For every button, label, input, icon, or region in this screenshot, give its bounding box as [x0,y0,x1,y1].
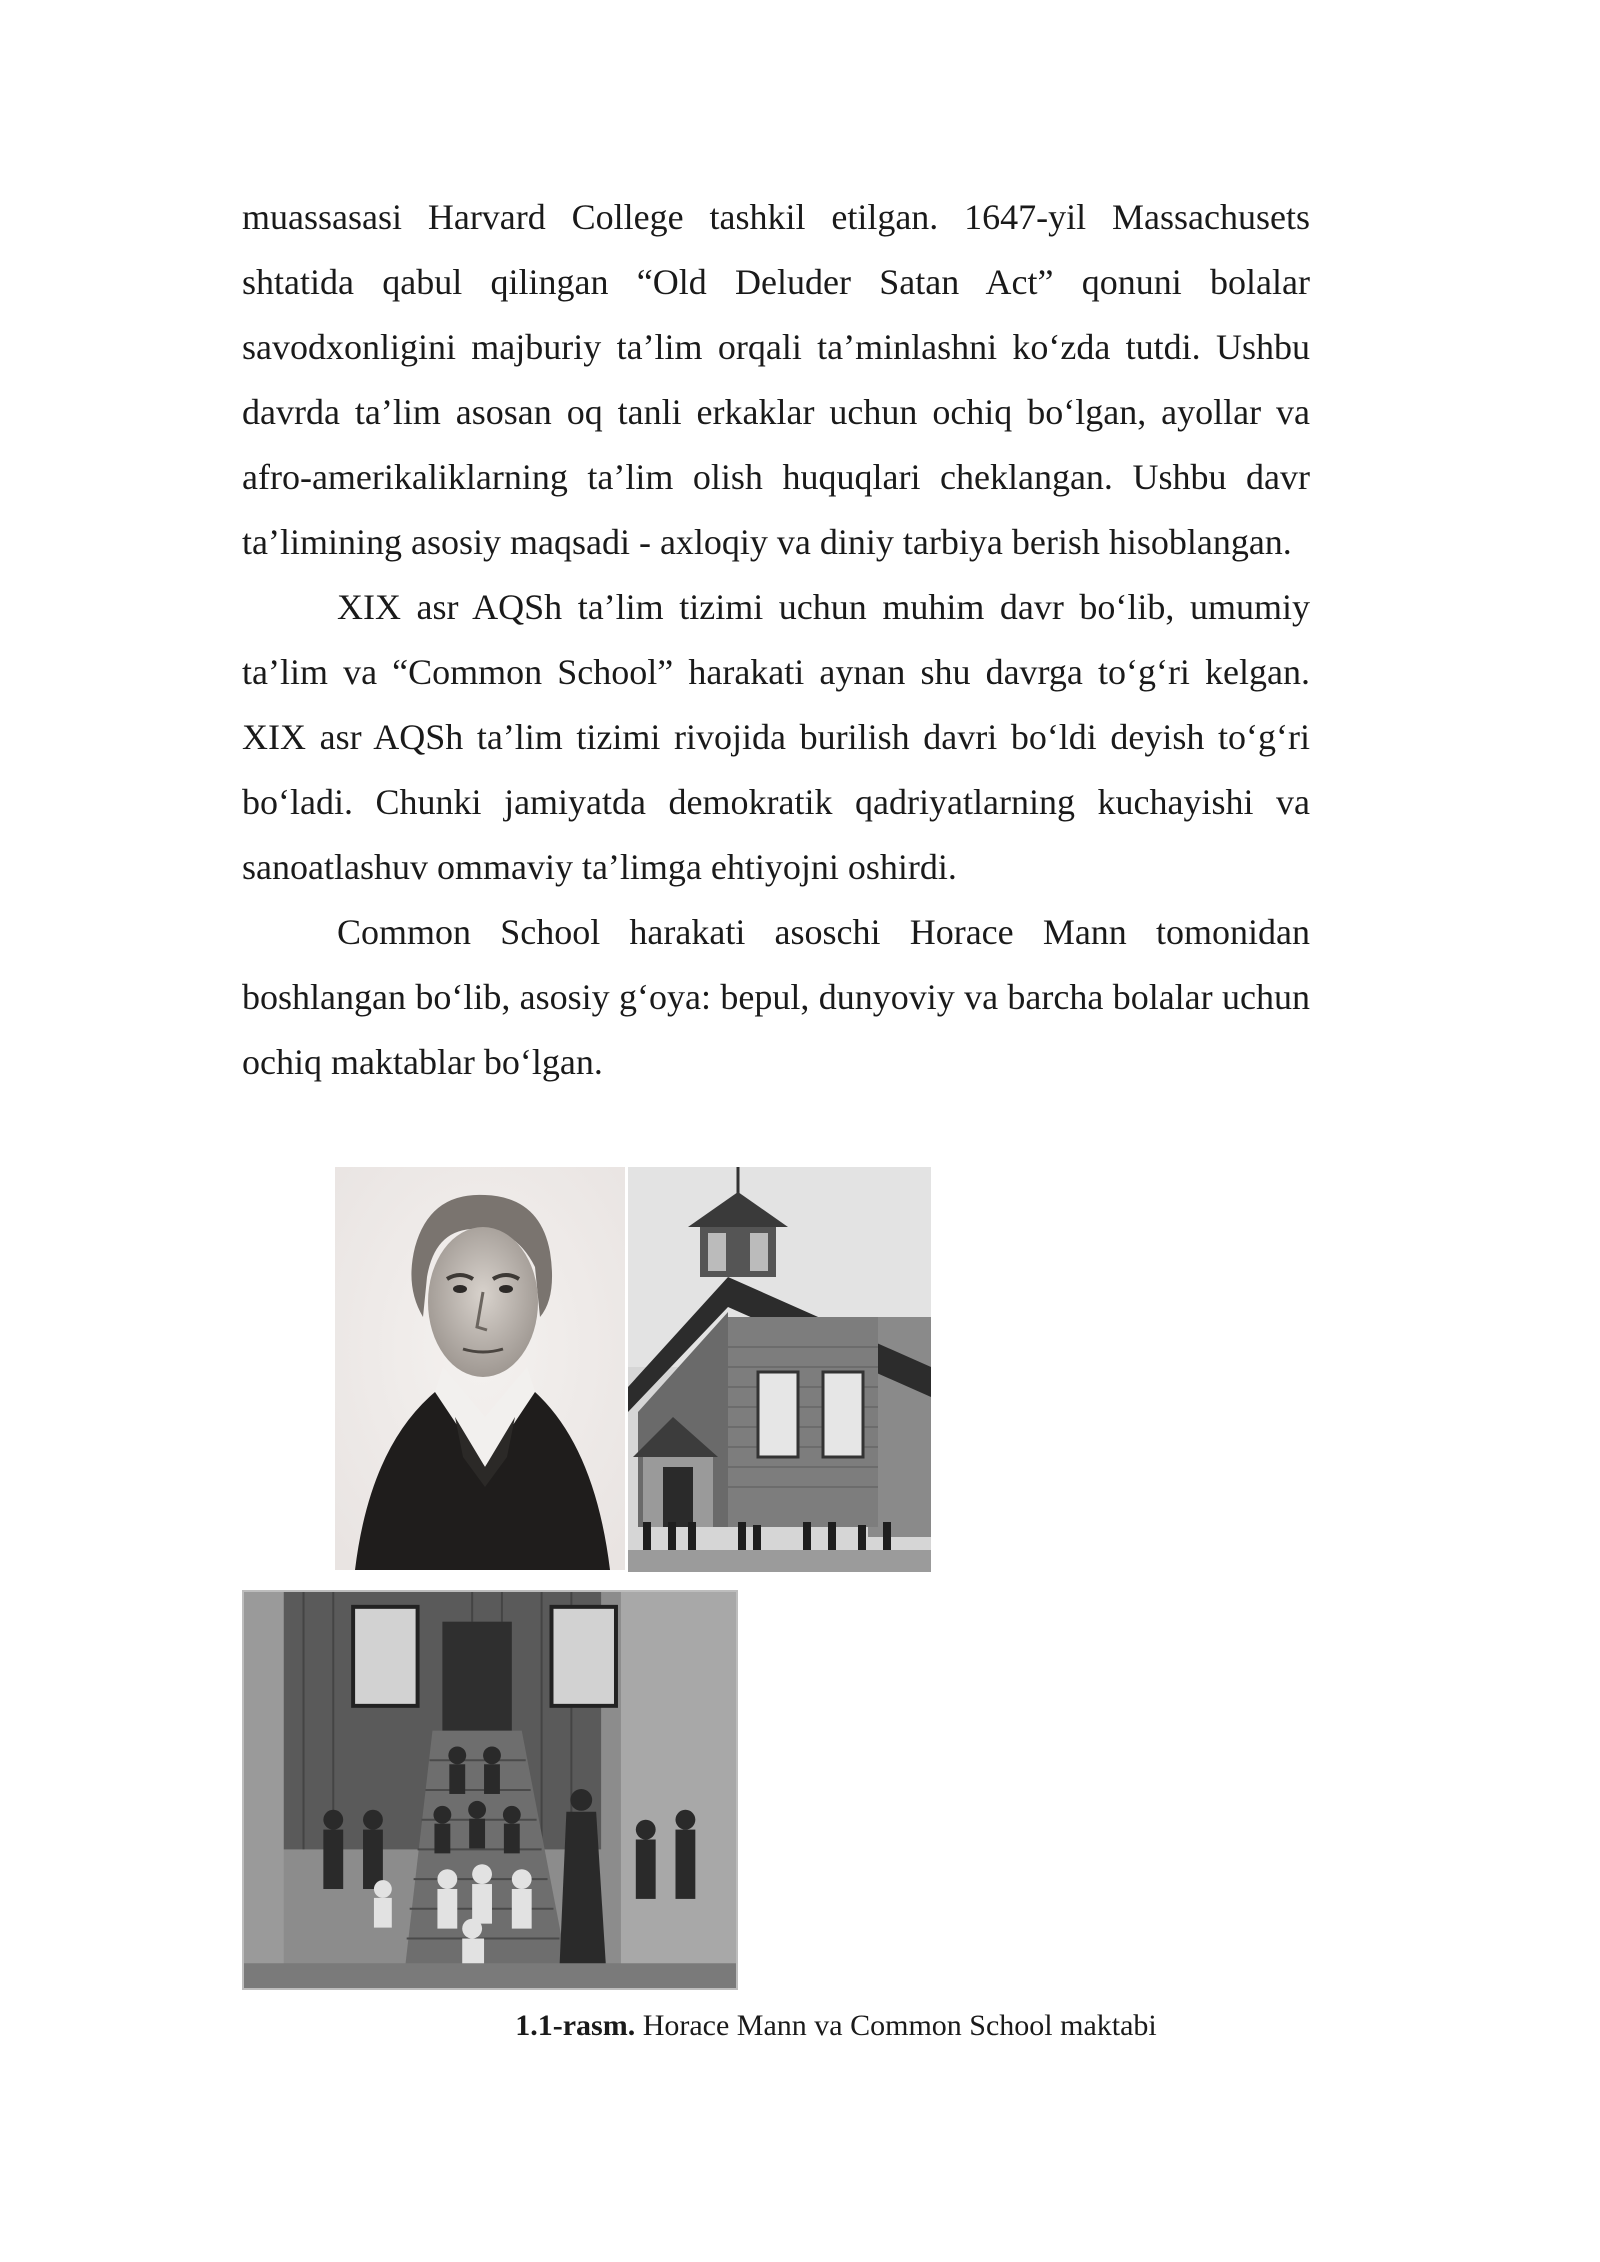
paragraph-1: muassasasi Harvard College tashkil etilgan. 1647-yil Massachusets shtatida qabul qilingan “Old Deluder Satan Act” qonuni bolalar savodxonligini majburiy ta’lim orqali ta’minlashni ko‘zda tutdi. Ushbu davrda ta’lim asosan oq tanli erkaklar uchun ochiq bo‘lgan, ayollar va afro-amerikaliklarning ta’lim olish huquqlari cheklangan. Ushbu davr ta’limining asosiy maqsadi - axloqiy va diniy tarbiya berish hisoblangan. [242,197,1310,562]
caption-text: Horace Mann va Common School maktabi [635,2009,1157,2042]
schoolhouse-photo-image [628,1167,931,1572]
caption-label: 1.1-rasm. [515,2009,636,2042]
paragraph-2: XIX asr AQSh ta’lim tizimi uchun muhim davr bo‘lib, umumiy ta’lim va “Common School” harakati aynan shu davrga to‘g‘ri kelgan. XIX asr AQSh ta’lim tizimi rivojida burilish davri bo‘ldi deyish to‘g‘ri bo‘ladi. Chunki jamiyatda demokratik qadriyatlarning kuchayishi va sanoatlashuv ommaviy ta’limga ehtiyojni oshirdi. [242,587,1310,887]
school-class-photo-image [242,1590,738,1990]
body-text [242,185,1310,1095]
horace-mann-portrait-image [335,1167,625,1570]
paragraph-3: Common School harakati asoschi Horace Mann tomonidan boshlangan bo‘lib, asosiy g‘oya: bepul, dunyoviy va barcha bolalar uchun ochiq maktablar bo‘lgan. [242,912,1310,1082]
figure-caption [0,2006,1600,2046]
